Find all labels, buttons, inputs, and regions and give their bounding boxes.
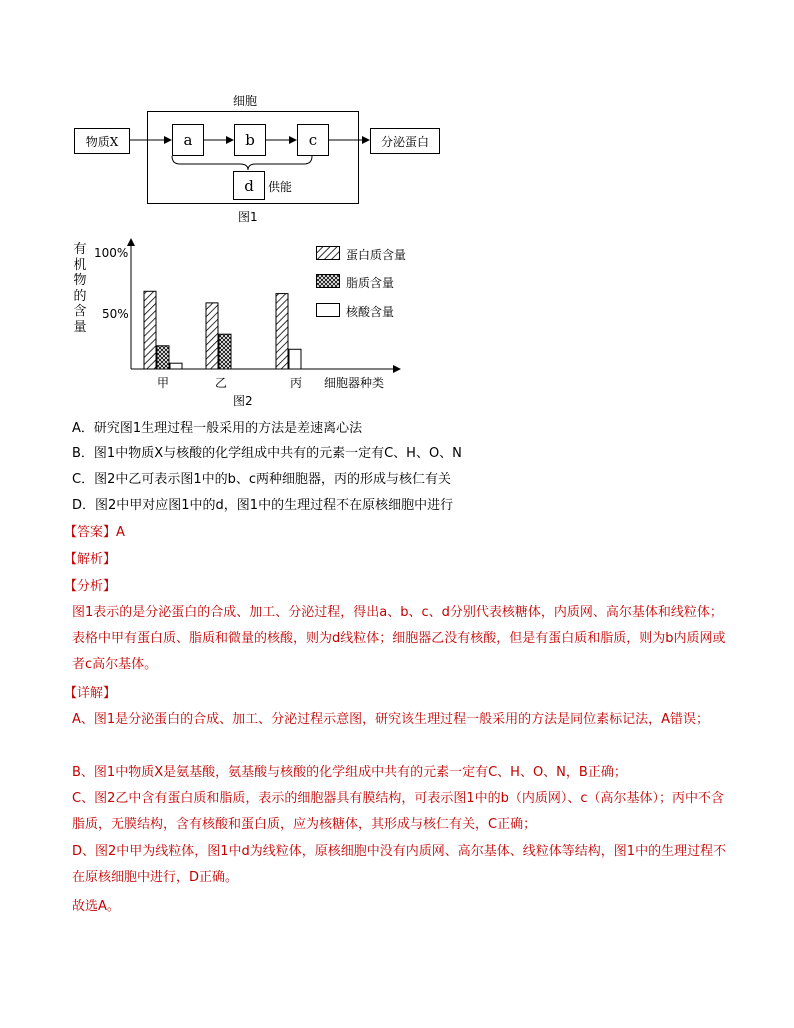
fenxi-title: 【分析】 [64,579,117,594]
organelle-d-label: d [244,176,254,195]
y-tick-50: 50% [102,307,129,321]
organelle-c-label: c [308,131,318,149]
detail-c: C、图2乙中含有蛋白质和脂质，表示的细胞器具有膜结构，可表示图1中的b（内质网）、c（高尔基体）；丙中不含脂质，无膜结构，含有核酸和蛋白质，应为核糖体，其形成与核仁有关，C正确； [72,791,725,832]
legend-swatch-lipid [316,274,340,288]
figure-1-arrows [0,0,794,240]
detail-d: D、图2中甲为线粒体，图1中d为线粒体，原核细胞中没有内质网、高尔基体、线粒体等结构，图1中的生理过程不在原核细胞中进行，D正确。 [72,844,727,885]
legend-nucleic-label: 核酸含量 [346,305,395,319]
bar-nucleic-2 [289,349,301,369]
x-tick-bing: 丙 [290,376,303,390]
bar-lipid-0 [157,346,169,369]
chart-x-label: 细胞器种类 [324,376,385,390]
figure-1-caption: 图1 [238,210,258,224]
energy-label: 供能 [268,180,293,194]
fenxi-text: 图1表示的是分泌蛋白的合成、加工、分泌过程，得出a、b、c、d分别代表核糖体，内质网、高尔基体和线粒体；表格中甲有蛋白质、脂质和微量的核酸，则为d线粒体；细胞器乙没有核酸，但是有蛋白质和脂质，则为b内质网或者c高尔基体。 [72,605,726,672]
detail-b: B、图1中物质X是氨基酸，氨基酸与核酸的化学组成中共有的元素一定有C、H、O、N，B正确； [72,765,627,780]
organelle-a-label: a [183,131,193,149]
legend-swatch-nucleic [316,303,340,317]
cell-label: 细胞 [233,94,258,108]
conclusion: 故选A。 [72,899,120,914]
x-tick-jia: 甲 [157,376,170,390]
detail-title: 【详解】 [64,686,117,701]
x-tick-yi: 乙 [215,376,228,390]
bar-lipid-1 [219,334,231,369]
substance-x-label: 物质X [85,134,119,149]
figure-2-caption: 图2 [233,394,253,408]
answer: 【答案】A [64,525,125,540]
bar-protein-0 [144,291,156,369]
option-b: B．图1中物质X与核酸的化学组成中共有的元素一定有C、H、O、N [72,446,462,461]
chart-bars [144,291,301,369]
legend-protein-label: 蛋白质含量 [346,248,407,262]
secreted-protein-label: 分泌蛋白 [380,134,429,149]
bar-protein-1 [206,303,218,369]
legend-lipid-label: 脂质含量 [346,276,395,290]
option-a: A．研究图1生理过程一般采用的方法是差速离心法 [72,421,363,436]
organelle-b-label: b [245,131,255,149]
y-tick-100: 100% [94,246,129,260]
option-c: C．图2中乙可表示图1中的b、c两种细胞器，丙的形成与核仁有关 [72,472,452,487]
analysis-title: 【解析】 [64,552,117,567]
option-d: D．图2中甲对应图1中的d，图1中的生理过程不在原核细胞中进行 [72,498,454,513]
bar-protein-2 [276,294,288,369]
bar-nucleic-0 [170,363,182,369]
chart-y-label [72,242,88,335]
detail-a: A、图1是分泌蛋白的合成、加工、分泌过程示意图，研究该生理过程一般采用的方法是同位素标记法，A错误； [72,712,710,727]
chart-y-label-text: 有 机 物 的 含 量 [73,242,87,335]
legend-swatch-protein [316,246,340,260]
